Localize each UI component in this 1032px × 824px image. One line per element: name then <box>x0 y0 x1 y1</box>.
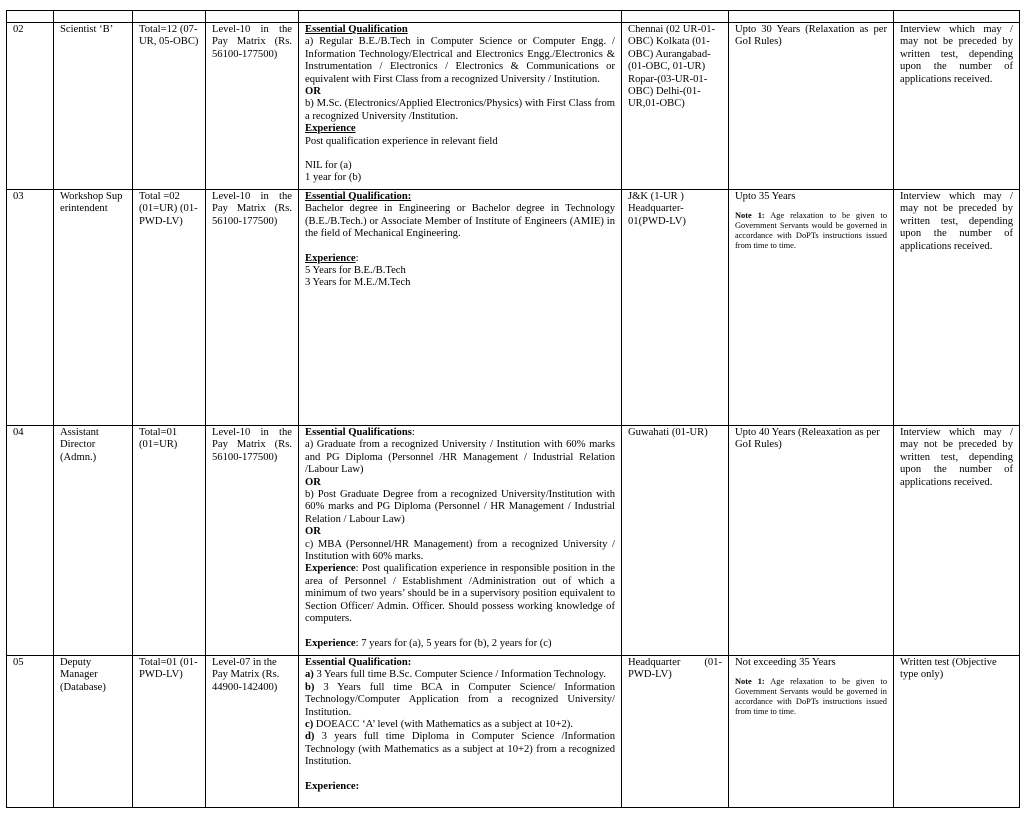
header-cell <box>729 11 894 23</box>
age-note <box>735 677 887 717</box>
experience-b: 1 year for (b) <box>305 172 362 184</box>
age-limit <box>729 656 894 808</box>
recruitment-table <box>6 10 1020 808</box>
pay-level: Level-10 in the Pay Matrix (Rs. 56100-177500) <box>206 190 299 426</box>
note-label: Note 1: <box>735 677 765 687</box>
qualification-heading: Essential Qualification <box>305 24 408 35</box>
experience-heading: Experience <box>305 252 356 264</box>
selection-mode: Written test (Objective type only) <box>894 656 1020 808</box>
experience-heading: Experience: <box>305 780 360 792</box>
table-row <box>7 190 1020 426</box>
pay-level: Level-10 in the Pay Matrix (Rs. 56100-177500) <box>206 23 299 190</box>
qualification: Essential Qualification: Bachelor degree in Engineering or Bachelor degree in Technology (B.E./B.Tech.) or Associate Member of Institute of Engineers (AMIE) in the field of Mechanical Engineering. Experience: 5 Years for B.E./B.Tech 3 Years for M.E./M.Tech <box>299 190 622 426</box>
selection-mode: Interview which may / may not be preceded by written test, depending upon the number of applications received. <box>894 190 1020 426</box>
selection-mode: Interview which may / may not be preceded by written test, depending upon the number of applications received. <box>894 23 1020 190</box>
vacancy: Total=01 (01-PWD-LV) <box>133 656 206 808</box>
or-label: OR <box>305 476 321 488</box>
age-limit: Upto 30 Years (Relaxation as per GoI Rules) <box>729 23 894 190</box>
vacancy: Total=12 (07-UR, 05-OBC) <box>133 23 206 190</box>
header-cell <box>299 11 622 23</box>
experience-text: Post qualification experience in relevant field <box>305 135 498 147</box>
post-name: Workshop Superintendent <box>54 190 133 426</box>
or-label: OR <box>305 526 321 538</box>
vacancy: Total =02 (01=UR) (01-PWD-LV) <box>133 190 206 426</box>
qualification: Essential Qualifications: a) Graduate from a recognized University / Institution with 60% marks and PG Diploma (Personnel /HR Management / Industrial Relation /Labour Law) OR b) Post Graduate Degree from a recognized University/Institution with 60% marks and PG Diploma (Personnel / HR Management / Industrial Relation / Labour Law) OR c) MBA (Personnel/HR Management) from a recognized University / Institution with 60% marks. Experience: Post qualification experience in responsible position in the area of Personnel / Establishment /Administration out of which a minimum of two years’ should be in a supervisory position equivalent to Section Officer/ Admin. Officer. Should possess working knowledge of computers. Experience: 7 years for (a), 5 years for (b), 2 years for (c) <box>299 426 622 656</box>
table-row <box>7 656 1020 808</box>
post-name: Deputy Manager (Database) <box>54 656 133 808</box>
post-name: Assistant Director (Admn.) <box>54 426 133 656</box>
selection-mode: Interview which may / may not be preceded by written test, depending upon the number of applications received. <box>894 426 1020 656</box>
qualification-heading: Essential Qualifications <box>305 427 412 438</box>
experience-a: NIL for (a) <box>305 160 352 172</box>
qualification-a: a) Graduate from a recognized University / Institution with 60% marks and PG Diploma (Personnel /HR Management / Industrial Relation /Labour Law) <box>305 439 615 476</box>
place-of-posting: Headquarter (01-PWD-LV) <box>622 656 729 808</box>
qualification-a: 3 Years full time B.Sc. Computer Science / Information Technology. <box>316 669 606 681</box>
table-row <box>7 426 1020 656</box>
place-of-posting: Guwahati (01-UR) <box>622 426 729 656</box>
age-limit <box>729 190 894 426</box>
place-of-posting: Chennai (02 UR-01-OBC) Kolkata (01-OBC) Aurangabad-(01-OBC, 01-UR) Ropar-(03-UR-01-OBC) Delhi-(01-UR,01-OBC) <box>622 23 729 190</box>
serial-number: 02 <box>7 23 54 190</box>
qualification-b: b) M.Sc. (Electronics/Applied Electronics/Physics) with First Class from a recognized University /Institution. <box>305 98 615 122</box>
age-limit: Upto 40 Years (Releaxation as per GoI Rules) <box>729 426 894 656</box>
serial-number: 03 <box>7 190 54 426</box>
table-row <box>7 23 1020 190</box>
pay-level: Level-07 in the Pay Matrix (Rs. 44900-142400) <box>206 656 299 808</box>
header-cell <box>206 11 299 23</box>
qualification-c: DOEACC ‘A’ level (with Mathematics as a subject at 10+2). <box>315 719 573 731</box>
header-cell <box>54 11 133 23</box>
header-cell <box>622 11 729 23</box>
qualification-a: a) Regular B.E./B.Tech in Computer Science or Computer Engg. / Information Technology/Electrical and Electronics Engg./Electronics & Instrumentation / Electronics / Electronics & Communications or equivalent with First Class from a recognized University / Institution. <box>305 36 615 85</box>
item-label: c) <box>305 719 314 731</box>
serial-number: 04 <box>7 426 54 656</box>
qualification-c: c) MBA (Personnel/HR Management) from a recognized University / Institution with 60% marks. <box>305 538 615 563</box>
item-label: a) <box>305 669 314 681</box>
age-text: Not exceeding 35 Years <box>735 657 836 668</box>
experience-block: Experience: Post qualification experience in responsible position in the area of Personnel / Establishment /Administration out of which a minimum of two years’ should be in a supervisory position equivalent to Section Officer/ Admin. Officer. Should possess working knowledge of computers. <box>305 563 615 625</box>
experience-text: Post qualification experience in responsible position in the area of Personnel / Establishment /Administration out of which a minimum of two years’ should be in a supervisory position equivalent to Section Officer/ Admin. Officer. Should possess working knowledge of computers. <box>305 563 615 625</box>
experience-years: 7 years for (a), 5 years for (b), 2 years for (c) <box>361 637 552 649</box>
qualification <box>299 23 622 190</box>
experience-label: Experience <box>305 637 356 649</box>
age-note <box>735 211 887 251</box>
qualification-d: 3 years full time Diploma in Computer Science /Information Technology (with Mathematics as a subject at 10+2) from a recognized Institution. <box>305 731 615 768</box>
post-name: Scientist ‘B’ <box>54 23 133 190</box>
qualification-b: b) Post Graduate Degree from a recognized University/Institution with 60% marks and PG Diploma (Personnel / HR Management / Industrial Relation / Labour Law) <box>305 489 615 525</box>
header-cell <box>133 11 206 23</box>
vacancy: Total=01 (01=UR) <box>133 426 206 656</box>
serial-number: 05 <box>7 656 54 808</box>
qualification-text: Bachelor degree in Engineering or Bachelor degree in Technology (B.E./B.Tech.) or Associate Member of Institute of Engineers (AMIE) in the field of Mechanical Engineering. <box>305 203 615 240</box>
experience-label: Experience <box>305 563 356 575</box>
experience-summary: Experience: 7 years for (a), 5 years for (b), 2 years for (c) <box>305 637 552 649</box>
item-label: d) <box>305 731 315 743</box>
place-of-posting: J&K (1-UR ) Headquarter-01(PWD-LV) <box>622 190 729 426</box>
pay-level: Level-10 in the Pay Matrix (Rs. 56100-177500) <box>206 426 299 656</box>
experience-b: 3 Years for M.E./M.Tech <box>305 277 411 289</box>
experience-heading: Experience <box>305 123 356 135</box>
table-header-row <box>7 11 1020 23</box>
qualification-b: 3 Years full time BCA in Computer Science/ Information Technology/Computer Application from a recognized University/ Institution. <box>305 681 615 718</box>
header-cell <box>894 11 1020 23</box>
note-text: Age relaxation to be given to Government Servants would be governed in accordance with DoPTs instructions issued from time to time. <box>735 211 888 251</box>
qualification-heading: Essential Qualification: <box>305 191 412 202</box>
or-label: OR <box>305 86 321 98</box>
age-text: Upto 35 Years <box>735 191 796 202</box>
note-text: Age relaxation to be given to Government Servants would be governed in accordance with DoPTs instructions issued from time to time. <box>735 677 888 717</box>
experience-a: 5 Years for B.E./B.Tech <box>305 265 406 277</box>
item-label: b) <box>305 681 315 693</box>
note-label: Note 1: <box>735 211 765 221</box>
qualification-heading: Essential Qualification: <box>305 657 412 668</box>
qualification <box>299 656 622 808</box>
header-cell <box>7 11 54 23</box>
